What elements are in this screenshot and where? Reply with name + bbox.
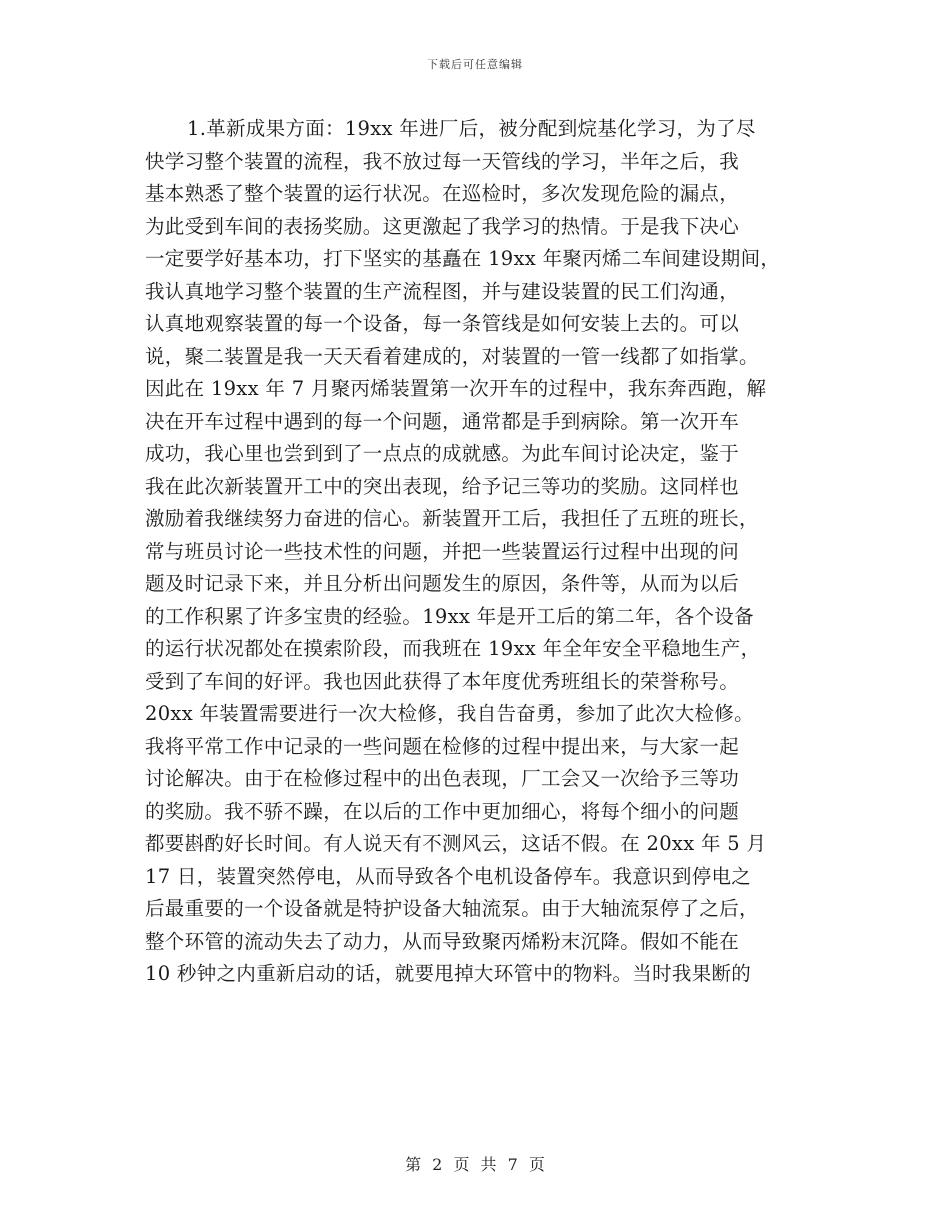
text-line: 成功，我心里也尝到到了一点点的成就感。为此车间讨论决定，鉴于 (145, 442, 740, 465)
text-line: 为此受到车间的表扬奖励。这更激起了我学习的热情。于是我下决心 (145, 214, 740, 238)
text-line: 都要斟酌好长时间。有人说天有不测风云，这话不假。在 20xx 年 5 月 (145, 832, 767, 855)
text-line: 我在此次新装置开工中的突出表现，给予记三等功的奖励。这同样也 (145, 474, 740, 498)
text-line: 一定要学好基本功，打下坚实的基矗在 19xx 年聚丙烯二车间建设期间， (145, 247, 781, 270)
text-line: 讨论解决。由于在检修过程中的出色表现，厂工会又一次给予三等功 (145, 767, 740, 790)
text-line: 受到了车间的好评。我也因此获得了本年度优秀班组长的荣誉称号。 (145, 669, 740, 693)
text-line: 1.革新成果方面：19xx 年进厂后，被分配到烷基化学习，为了尽 (187, 117, 756, 140)
text-line: 说，聚二装置是我一天天看着建成的，对装置的一管一线都了如指掌。 (145, 344, 759, 368)
body-text (145, 113, 805, 991)
text-line: 的工作积累了许多宝贵的经验。19xx 年是开工后的第二年，各个设备 (145, 604, 754, 628)
page-header: 下载后可任意编辑 (427, 58, 523, 71)
text-line: 快学习整个装置的流程，我不放过每一天管线的学习，半年之后，我 (145, 149, 740, 173)
text-line: 基本熟悉了整个装置的运行状况。在巡检时，多次发现危险的漏点， (145, 182, 740, 205)
text-line: 我将平常工作中记录的一些问题在检修的过程中提出来，与大家一起 (145, 734, 740, 758)
text-line: 10 秒钟之内重新启动的话，就要甩掉大环管中的物料。当时我果断的 (145, 962, 752, 985)
text-line: 17 日，装置突然停电，从而导致各个电机设备停车。我意识到停电之 (145, 864, 752, 888)
text-line: 的运行状况都处在摸索阶段，而我班在 19xx 年全年安全平稳地生产， (145, 637, 761, 660)
text-line: 因此在 19xx 年 7 月聚丙烯装置第一次开车的过程中，我东奔西跑，解 (145, 377, 767, 400)
text-line: 我认真地学习整个装置的生产流程图，并与建设装置的民工们沟通， (145, 279, 740, 303)
text-line: 常与班员讨论一些技术性的问题，并把一些装置运行过程中出现的问 (145, 539, 740, 563)
page-footer: 第 2 页 共 7 页 (405, 1155, 545, 1174)
text-line: 激励着我继续努力奋进的信心。新装置开工后，我担任了五班的班长， (145, 507, 759, 530)
text-line: 20xx 年装置需要进行一次大检修，我自告奋勇，参加了此次大检修。 (145, 702, 754, 725)
text-line: 认真地观察装置的每一个设备，每一条管线是如何安装上去的。可以 (145, 312, 740, 335)
text-line: 题及时记录下来，并且分析出问题发生的原因，条件等，从而为以后 (145, 572, 740, 595)
text-line: 决在开车过程中遇到的每一个问题，通常都是手到病除。第一次开车 (145, 409, 740, 433)
text-line: 后最重要的一个设备就是特护设备大轴流泵。由于大轴流泵停了之后， (145, 897, 759, 920)
text-line: 整个环管的流动失去了动力，从而导致聚丙烯粉末沉降。假如不能在 (145, 929, 740, 953)
text-line: 的奖励。我不骄不躁，在以后的工作中更加细心，将每个细小的问题 (145, 799, 740, 823)
